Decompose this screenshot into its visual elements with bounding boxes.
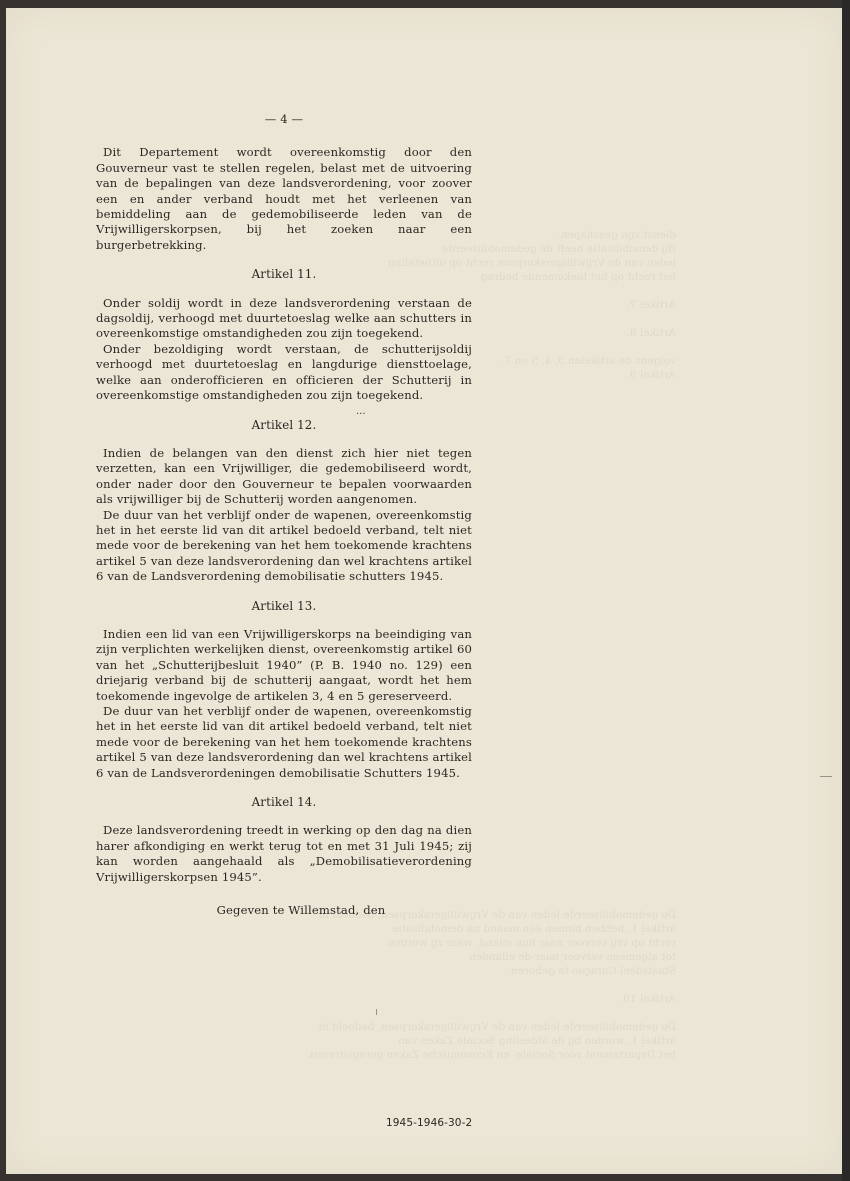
document-body: [96, 112, 472, 918]
intro-paragraph: Dit Departement wordt overeenkomstig door den Gouverneur vast te stellen regelen, belast met de uitvoering van de bepalingen van deze landsverordening, voor zoover een en ander verband houdt met het verleenen van bemiddeling aan de gedemobiliseerde leden van de Vrijwilligerskorpsen, bij het zoeken naar een burgerbetrekking.: [96, 145, 472, 252]
show-through-text-lower: De gedemobiliseerde leden van de Vrijwilligerskorpsen, bedoeld in artikel 1, hebben binnen één maand na demobilisatie recht op vrij vervoer naar hun eiland, waar zij worden tot algemeen vervoer naar de eilanden Staatsdeel Curaçao te geboren. Artikel 10. De gedemobiliseerde leden van de Vrijwilligerskorpsen, bedoeld in artikel 1, worden bij de afdeeling Sociale Zaken van het Departement voor Sociale- en Economische Zaken geregistreerd.: [306, 909, 676, 1061]
closing-line: Gegeven te Willemstad, den: [216, 903, 386, 918]
article-14-heading: Artikel 14.: [251, 795, 317, 810]
page-number: — 4 —: [264, 112, 304, 126]
margin-mark: [820, 776, 832, 777]
scanner-edge: [842, 0, 850, 1181]
marginal-ellipsis: ...: [356, 406, 366, 417]
margin-tick: [376, 1009, 377, 1015]
article-11-heading: Artikel 11.: [251, 267, 317, 282]
article-11-paragraph-2: Onder bezoldiging wordt verstaan, de schutterijsoldij verhoogd met duurtetoeslag en langdurige diensttoelage, welke aan onderofficieren en officieren der Schutterij in overeenkomstige omstandigheden zou zijn toegekend.: [96, 341, 472, 403]
article-12-heading: Artikel 12.: [251, 417, 317, 432]
show-through-text: dienst zijn geschapen. Bij demobilisatie heeft de gedemobiliseerde leden van de Vrijwilligerskorpsen recht op uitbetaling het recht op het toekomende bedrag Artikel 7. Artikel 8. volgens de artikelen 3, 4, 5 en 7. Artikel 9.: [387, 229, 676, 381]
article-11-paragraph-1: Onder soldij wordt in deze landsverordening verstaan de dagsoldij, verhoogd met duurtetoeslag welke aan schutters in overeenkomstige omstandigheden zou zijn toegekend.: [96, 295, 472, 341]
reference-number: 1945-1946-30-2: [386, 1117, 473, 1129]
article-14-paragraph-1: Deze landsverordening treedt in werking op den dag na dien harer afkondiging en werkt terug tot en met 31 Juli 1945; zij kan worden aangehaald als „Demobilisatieverordening Vrijwilligerskorpsen 1945”.: [96, 823, 472, 884]
article-12-paragraph-2: De duur van het verblijf onder de wapenen, overeenkomstig het in het eerste lid van dit artikel bedoeld verband, telt niet mede voor de berekening van het hem toekomende krachtens artikel 5 van deze landsverordening dan wel krachtens artikel 6 van de Landsverordening demobilisatie schutters 1945.: [96, 507, 472, 584]
article-13-paragraph-2: De duur van het verblijf onder de wapenen, overeenkomstig het in het eerste lid van dit artikel bedoeld verband, telt niet mede voor de berekening van het hem toekomende krachtens artikel 5 van deze landsverordening dan wel krachtens artikel 6 van de Landsverordeningen demobilisatie Schutters 1945.: [96, 704, 472, 780]
article-13-heading: Artikel 13.: [251, 598, 317, 613]
article-13-paragraph-1: Indien een lid van een Vrijwilligerskorps na beeindiging van zijn verplichten werkelijken dienst, overeenkomstig artikel 60 van het „Schutterijbesluit 1940” (P. B. 1940 no. 129) een driejarig verband bij de schutterij aangaat, wordt het hem toekomende ingevolge de artikelen 3, 4 en 5 gereserveerd.: [96, 626, 472, 703]
article-12-paragraph-1: Indien de belangen van den dienst zich hier niet tegen verzetten, kan een Vrijwilliger, die gedemobiliseerd wordt, onder nader door den Gouverneur te bepalen voorwaarden als vrijwilliger bij de Schutterij worden aangenomen.: [96, 445, 472, 507]
